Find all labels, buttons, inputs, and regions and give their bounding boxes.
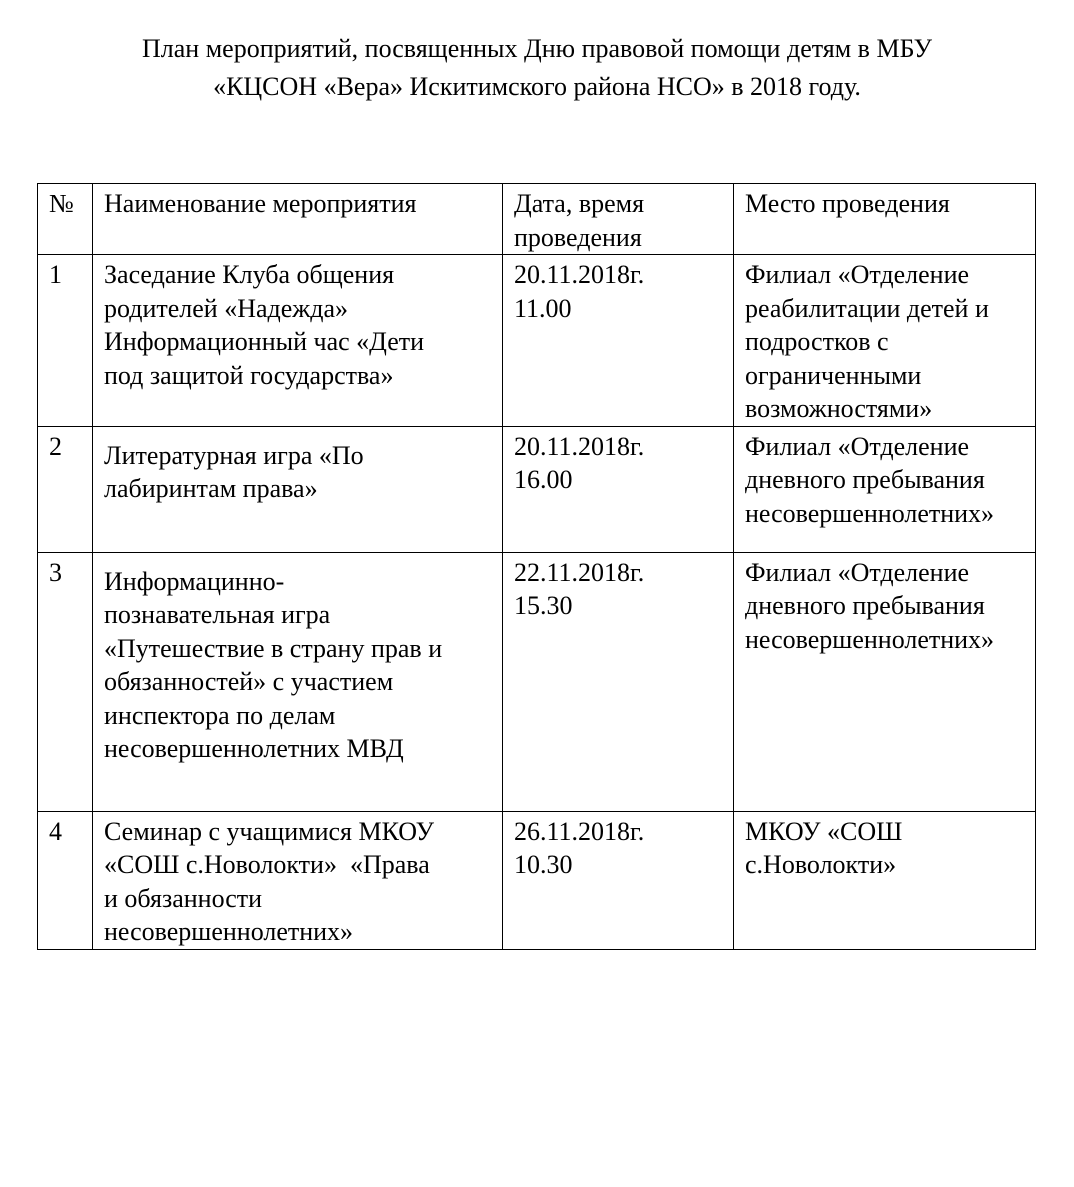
header-num: № bbox=[38, 184, 93, 255]
row-date bbox=[503, 426, 734, 552]
header-place: Место проведения bbox=[734, 184, 1036, 255]
row-name-line: лабиринтам права» bbox=[104, 474, 318, 503]
row-place-line: Филиал «Отделение bbox=[745, 260, 970, 289]
row-name-line: Информацинно- bbox=[104, 566, 285, 596]
header-name: Наименование мероприятия bbox=[93, 184, 503, 255]
row-time-value: 10.30 bbox=[514, 850, 573, 879]
row-name-line: несовершеннолетних» bbox=[104, 917, 354, 946]
row-num: 2 bbox=[38, 426, 93, 552]
header-date bbox=[503, 184, 734, 255]
row-name-line: родителей «Надежда» bbox=[104, 293, 349, 323]
row-place-line: подростков с bbox=[745, 327, 889, 356]
row-place bbox=[734, 552, 1036, 811]
row-name-line: обязанностей» с участием bbox=[104, 667, 394, 696]
row-num: 4 bbox=[38, 811, 93, 949]
row-name-line: Литературная игра «По bbox=[104, 440, 364, 470]
row-name-line: под защитой государства» bbox=[104, 360, 394, 390]
row-place-line: дневного пребывания bbox=[745, 591, 985, 620]
row-num: 3 bbox=[38, 552, 93, 811]
row-place-line: ограниченными bbox=[745, 360, 922, 390]
events-table bbox=[37, 183, 1036, 950]
row-name-line: познавательная игра bbox=[104, 600, 331, 629]
row-place-line: несовершеннолетних» bbox=[745, 624, 995, 654]
row-name-line: Информационный час «Дети bbox=[104, 327, 425, 356]
row-place bbox=[734, 811, 1036, 949]
row-place-line: дневного пребывания bbox=[745, 465, 985, 494]
row-place-line: Филиал «Отделение bbox=[745, 431, 970, 461]
header-date-line-2: проведения bbox=[514, 222, 642, 252]
row-date bbox=[503, 552, 734, 811]
row-time-value: 11.00 bbox=[514, 293, 572, 323]
row-date-value: 20.11.2018г. bbox=[514, 431, 645, 461]
title-line-1: План мероприятий, посвященных Дню правовой помощи детям в МБУ bbox=[142, 34, 932, 63]
row-date-value: 22.11.2018г. bbox=[514, 557, 645, 587]
table-row bbox=[38, 255, 1036, 427]
table-row bbox=[38, 811, 1036, 949]
row-place-line: несовершеннолетних» bbox=[745, 498, 995, 528]
row-date bbox=[503, 811, 734, 949]
row-place-line: реабилитации детей и bbox=[745, 293, 989, 323]
row-name-line: и обязанности bbox=[104, 883, 263, 913]
row-place-line: с.Новолокти» bbox=[745, 850, 897, 879]
table-row bbox=[38, 552, 1036, 811]
header-date-line-1: Дата, время bbox=[514, 189, 645, 218]
row-name-line: «Путешествие в страну прав и bbox=[104, 633, 443, 663]
row-place-line: Филиал «Отделение bbox=[745, 557, 970, 587]
title-line-2: «КЦСОН «Вера» Искитимского района НСО» в 2018 году. bbox=[213, 72, 861, 101]
table-header-row bbox=[38, 184, 1036, 255]
row-name-line: «СОШ с.Новолокти» «Права bbox=[104, 850, 430, 879]
row-name bbox=[93, 255, 503, 427]
row-name bbox=[93, 426, 503, 552]
row-date-value: 20.11.2018г. bbox=[514, 260, 645, 289]
row-time-value: 16.00 bbox=[514, 465, 573, 494]
row-time-value: 15.30 bbox=[514, 591, 573, 620]
row-place-line: МКОУ «СОШ bbox=[745, 816, 903, 846]
row-name-line: Семинар с учащимися МКОУ bbox=[104, 816, 435, 846]
table-row bbox=[38, 426, 1036, 552]
row-name-line: Заседание Клуба общения bbox=[104, 260, 395, 289]
row-date bbox=[503, 255, 734, 427]
row-place-line: возможностями» bbox=[745, 394, 933, 423]
row-num: 1 bbox=[38, 255, 93, 427]
row-date-value: 26.11.2018г. bbox=[514, 816, 645, 846]
row-name-line: несовершеннолетних МВД bbox=[104, 734, 404, 763]
row-name bbox=[93, 552, 503, 811]
row-place bbox=[734, 255, 1036, 427]
row-name-line: инспектора по делам bbox=[104, 700, 336, 730]
document-title bbox=[40, 30, 1034, 106]
row-place bbox=[734, 426, 1036, 552]
row-name bbox=[93, 811, 503, 949]
